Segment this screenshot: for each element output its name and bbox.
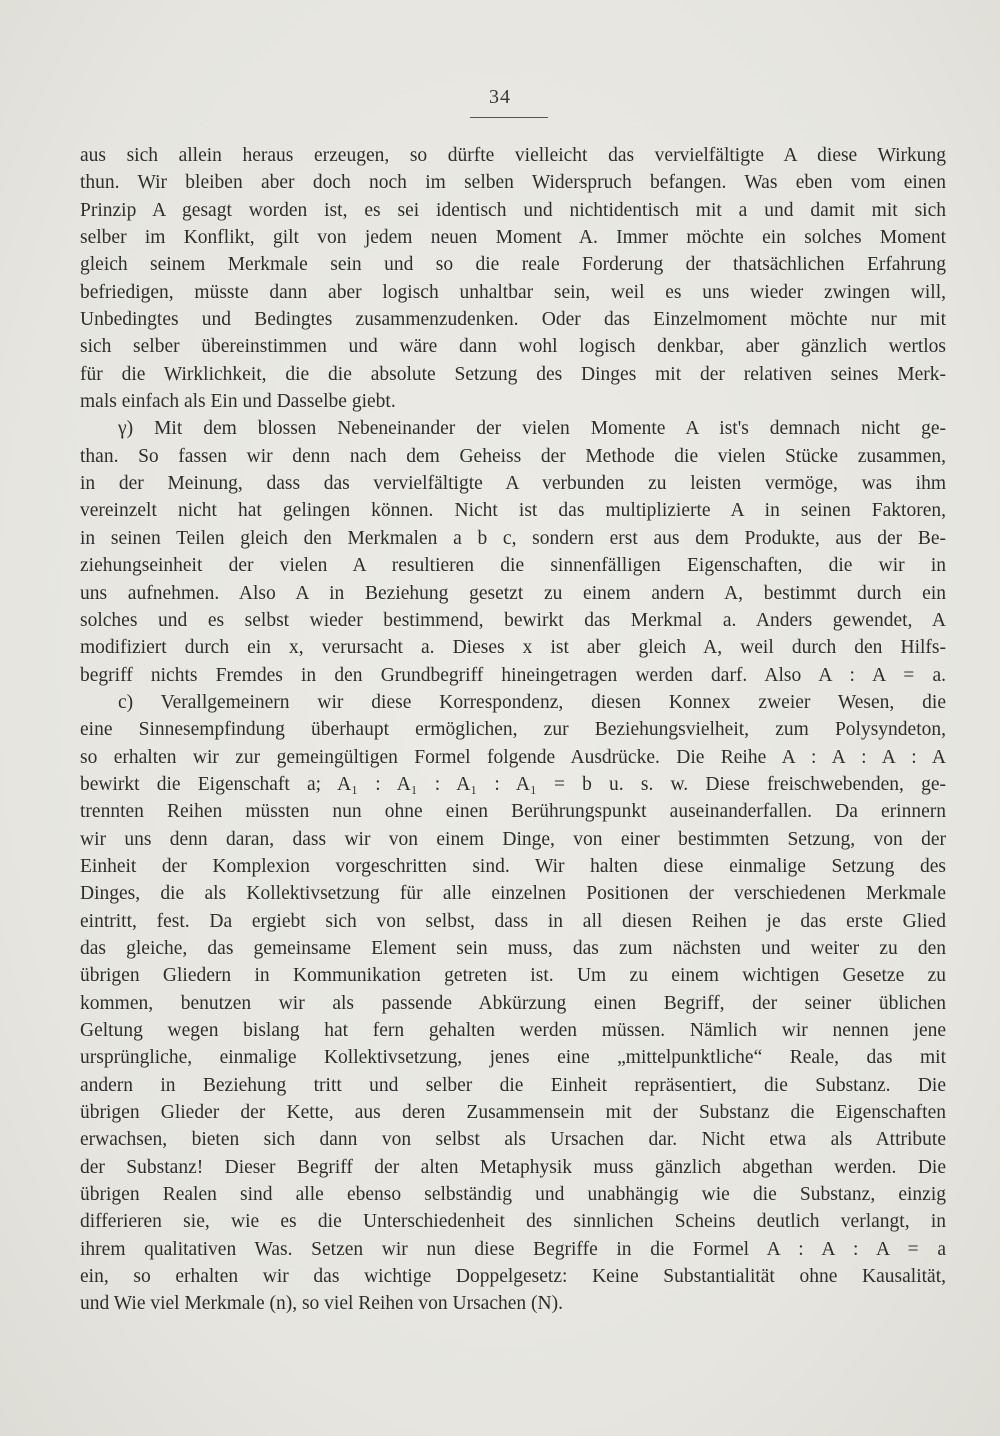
text-line: solches und es selbst wieder bestimmend, bewirkt das Merkmal a. Anders gewendet, A <box>80 609 946 631</box>
text-line: than. So fassen wir denn nach dem Geheiss der Methode die vielen Stücke zusammen, <box>80 445 946 467</box>
text-line: vereinzelt nicht hat gelingen können. Nicht ist das multiplizierte A in seinen Faktoren, <box>80 500 946 522</box>
text-line: für die Wirklichkeit, die die absolute Setzung des Dinges mit der relativen seines Merk- <box>80 363 946 385</box>
text-line: erwachsen, bieten sich dann von selbst als Ursachen dar. Nicht etwa als Attribute <box>80 1129 946 1151</box>
text-line: befriedigen, müsste dann aber logisch unhaltbar sein, weil es uns wieder zwingen will, <box>80 281 946 303</box>
text-line: eintritt, fest. Da ergiebt sich von selbst, dass in all diesen Reihen je das erste Glied <box>80 910 946 932</box>
text-line: in der Meinung, dass das vervielfältigte A verbunden zu leisten vermöge, was ihm <box>80 473 946 495</box>
text-line: selber im Konflikt, gilt von jedem neuen Moment A. Immer möchte ein solches Moment <box>80 227 946 249</box>
text-line: übrigen Realen sind alle ebenso selbständig und unabhängig wie die Substanz, einzig <box>80 1184 946 1206</box>
text-line: Geltung wegen bislang hat fern gehalten werden müssen. Nämlich wir nennen jene <box>80 1020 946 1041</box>
text-line: das gleiche, das gemeinsame Element sein muss, das zum nächsten und weiter zu den <box>80 937 946 959</box>
text-line: übrigen Glieder der Kette, aus deren Zusammensein mit der Substanz die Eigenschaften <box>80 1102 946 1124</box>
text-line: übrigen Gliedern in Kommunikation getreten ist. Um zu einem wichtigen Gesetze zu <box>80 965 946 987</box>
body-text <box>80 142 946 1318</box>
text-line: so erhalten wir zur gemeingültigen Formel folgende Ausdrücke. Die Reihe A : A : A : A <box>80 746 946 768</box>
text-line: kommen, benutzen wir als passende Abkürzung einen Begriff, der seiner üblichen <box>80 992 946 1014</box>
page-number-rule <box>470 117 548 118</box>
text-line: uns aufnehmen. Also A in Beziehung gesetzt zu einem andern A, bestimmt durch ein <box>80 582 946 604</box>
page-number: 34 <box>489 86 511 108</box>
text-line: γ) Mit dem blossen Nebeneinander der vielen Momente A ist's demnach nicht ge- <box>118 418 946 440</box>
text-line: eine Sinnesempfindung überhaupt ermöglichen, zur Beziehungsvielheit, zum Polysyndeton, <box>80 719 946 741</box>
text-line: mals einfach als Ein und Dasselbe giebt. <box>80 391 396 413</box>
text-line: trennten Reihen müssten nun ohne einen Berührungspunkt auseinanderfallen. Da erinnern <box>80 801 946 823</box>
text-line: ursprüngliche, einmalige Kollektivsetzung, jenes eine „mittelpunktliche“ Reale, das mit <box>80 1047 946 1069</box>
text-line: wir uns denn daran, dass wir von einem Dinge, von einer bestimmten Setzung, von der <box>80 828 946 850</box>
text-line: ein, so erhalten wir das wichtige Doppelgesetz: Keine Substantialität ohne Kausalität, <box>80 1266 946 1288</box>
text-line: thun. Wir bleiben aber doch noch im selben Widerspruch befangen. Was eben vom einen <box>80 172 946 194</box>
text-line: ziehungseinheit der vielen A resultieren die sinnenfälligen Eigenschaften, die wir in <box>80 555 946 577</box>
text-line: und Wie viel Merkmale (n), so viel Reihen von Ursachen (N). <box>80 1293 563 1315</box>
text-line: c) Verallgemeinern wir diese Korrespondenz, diesen Konnex zweier Wesen, die <box>118 691 946 713</box>
text-line: Einheit der Komplexion vorgeschritten sind. Wir halten diese einmalige Setzung des <box>80 855 946 877</box>
text-line: Prinzip A gesagt worden ist, es sei identisch und nichtidentisch mit a und damit mit sich <box>80 199 946 221</box>
text-line: andern in Beziehung tritt und selber die Einheit repräsentiert, die Substanz. Die <box>80 1074 946 1096</box>
text-line: modifiziert durch ein x, verursacht a. Dieses x ist aber gleich A, weil durch den Hilfs- <box>80 637 946 659</box>
text-line: Dinges, die als Kollektivsetzung für alle einzelnen Positionen der verschiedenen Merkmale <box>80 883 946 905</box>
text-line: begriff nichts Fremdes in den Grundbegriff hineingetragen werden darf. Also A : A = a. <box>80 664 946 686</box>
text-line: differieren sie, wie es die Unterschiedenheit des sinnlichen Scheins deutlich verlangt, in <box>80 1211 946 1233</box>
text-line: der Substanz! Dieser Begriff der alten Metaphysik muss gänzlich abgethan werden. Die <box>80 1156 946 1178</box>
text-line: gleich seinem Merkmale sein und so die reale Forderung der thatsächlichen Erfahrung <box>80 254 946 276</box>
text-line: Unbedingtes und Bedingtes zusammenzudenken. Oder das Einzelmoment möchte nur mit <box>80 309 946 331</box>
text-line: bewirkt die Eigenschaft a; A₁ : A₁ : A₁ : A₁ = b u. s. w. Diese freischwebenden, ge- <box>80 773 946 795</box>
text-line: aus sich allein heraus erzeugen, so dürfte vielleicht das vervielfältigte A diese Wirkung <box>80 145 946 166</box>
text-line: sich selber übereinstimmen und wäre dann wohl logisch denkbar, aber gänzlich wertlos <box>80 336 946 358</box>
text-line: ihrem qualitativen Was. Setzen wir nun diese Begriffe in die Formel A : A : A = a <box>80 1238 946 1260</box>
text-line: in seinen Teilen gleich den Merkmalen a b c, sondern erst aus dem Produkte, aus der Be- <box>80 527 946 549</box>
